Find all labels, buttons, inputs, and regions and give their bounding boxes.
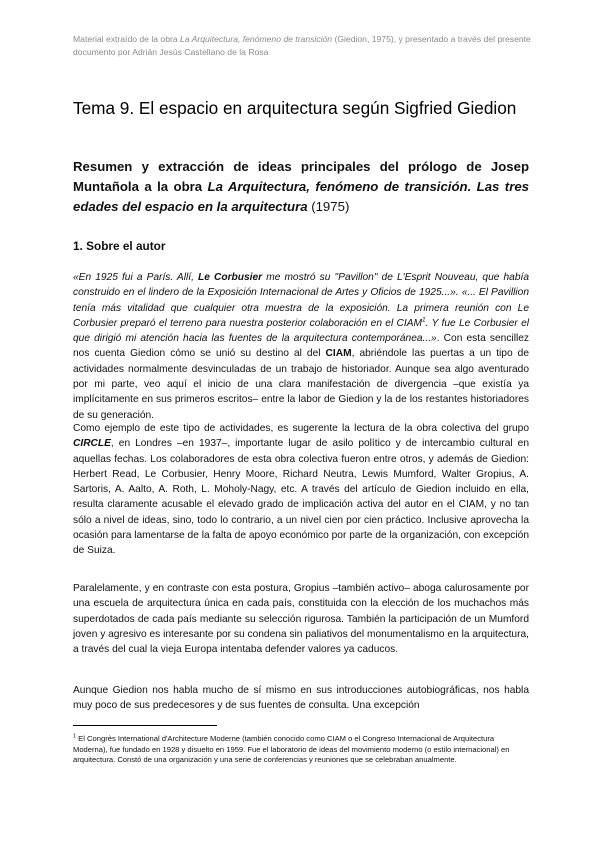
footnote-mark: 1 — [73, 733, 77, 740]
paragraph-1 — [73, 270, 529, 423]
paragraph-1-text-a: . Con esta sencillez nos cuenta Giedion cómo se unió su destino al del — [73, 333, 529, 360]
ciam-term: CIAM — [325, 348, 352, 360]
source-note-text-b: (Giedion, 1975), y presentado a través del presente documento por Adrián Jesús Castellano de la Rosa — [73, 34, 531, 57]
footnote-reference[interactable]: 1 — [422, 316, 426, 324]
source-note — [73, 33, 533, 59]
paragraph-4: Aunque Giedion nos habla mucho de sí mismo en sus introducciones autobiográficas, nos habla muy poco de sus predecesores y de sus fuentes de consulta. Una excepción — [73, 685, 529, 712]
document-subtitle — [73, 157, 529, 217]
paragraph-2-text-a: Como ejemplo de este tipo de actividades, es sugerente la lectura de la obra colectiva del grupo — [73, 423, 529, 434]
section-heading: 1. Sobre el autor — [73, 239, 166, 253]
subtitle-book-title: La Arquitectura, fenómeno de transición. Las tres edades del espacio en la arquitectura — [73, 179, 529, 214]
source-book-title: La Arquitectura, fenómeno de transición — [180, 34, 333, 44]
paragraph-2 — [73, 421, 529, 559]
page-title: Tema 9. El espacio en arquitectura según Sigfried Giedion — [73, 98, 517, 118]
circle-term: CIRCLE — [73, 438, 111, 450]
footnote-text: El Congrès International d'Architecture Moderne (también conocido como CIAM o el Congreso Internacional de Arquitectura Moderna), fue fundado en 1928 y disuelto en 1959. Fue el laboratorio de ideas del movimiento moderno (o estilo internacional) en arquitectura. Constó de una organización y una serie de conferencias y reuniones que se celebraban anualmente. — [73, 734, 510, 765]
paragraph-1-text-b: , abriéndole las puertas a un tipo de actividades normalmente desvinculadas de un trabajo de historiador. Aunque sea algo aventurado por mi parte, veo aquí el inicio de una clara manifestación de divergencia –que existía ya implícitamente en sus primeros escritos– entre la labor de Giedion y la de los restantes historiadores de su generación. — [73, 348, 529, 421]
subtitle-text: Resumen y extracción de ideas principales del prólogo de Josep Muntañola a la obra — [73, 159, 529, 194]
subtitle-year: (1975) — [307, 199, 350, 214]
paragraph-3: Paralelamente, y en contraste con esta postura, Gropius –también activo– aboga calurosamente por una escuela de arquitectura única en cada país, constituida con la elección de los muchachos más superdotados de cada país mediante su selección rigurosa. También la participación de un Mumford joven y agresivo es interesante por su condena sin paliativos del monumentalismo en la arquitectura, a través del cual la vieja Europa intentaba defender valores ya caducos. — [73, 583, 529, 656]
quote-le-corbusier: Le Corbusier — [198, 272, 263, 283]
footnote-divider — [73, 725, 217, 726]
source-note-text-a: Material extraído de la obra — [73, 34, 181, 44]
quote-part-2: me mostró su "Pavillon" de L'Esprit Nouveau, que había construido en el lindero de la Exposición Internacional de Artes y Oficios de 1925...». «... El Pavillion tenía más vitalidad que cualquier otra muestra de la exposición. La primera reunión con Le Corbusier preparó el terreno para nuestra posterior colaboración en el CIAM — [73, 272, 529, 329]
quote-part-1: «En 1925 fui a París. Allí, — [73, 272, 198, 283]
paragraph-2-text-b: , en Londres –en 1937–, importante lugar de asilo político y de intercambio cultural en aquellas fechas. Los colaboradores de esta obra colectiva fueron entre otros, y además de Giedion: Herbert Read, Le Corbusier, Henry Moore, Richard Neutra, Lewis Mumford, Walter Gropius, A. Sartoris, A. Aalto, A. Roth, L. Moholy-Nagy, etc. A través del artículo de Giedion incluido en ella, resulta claramente acusable el elevado grado de implicación activa del autor en el CIAM, y no tan sólo a nivel de ideas, sino, todo lo contrario, a un nivel cien por cien práctico. Inclusive aprovecha la ocasión para lamentarse de la falta de apoyo económico por parte de la organización, con excepción de Suiza. — [73, 438, 529, 557]
quote-part-3: . Y fue Le Corbusier el que dirigió mi atención hacia las fuentes de la arquitectura contemporánea...» — [73, 317, 529, 345]
footnote — [73, 734, 529, 766]
